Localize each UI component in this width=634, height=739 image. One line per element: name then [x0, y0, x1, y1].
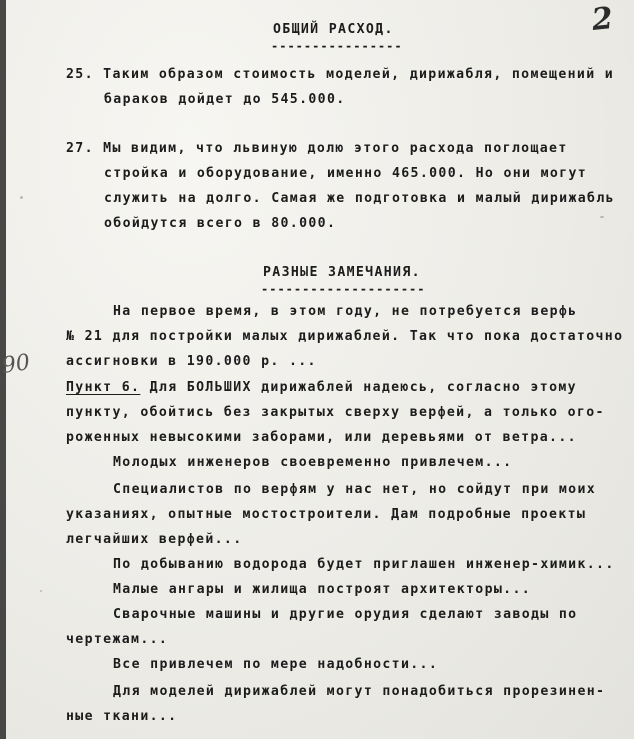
item-25-line-2: бараков дойдет до 545.000. [104, 92, 346, 107]
margin-note: 90 [0, 350, 32, 379]
para-2-line-3: роженных невысокими заборами, или деревьями от ветра... [66, 430, 577, 445]
item-27-line-2: стройка и оборудование, именно 465.000. Но они могут [104, 166, 588, 181]
section-title-remarks: РАЗНЫЕ ЗАМЕЧАНИЯ. [263, 265, 421, 280]
para-9-line-1: Для моделей дирижаблей могут понадобиться прорезинен- [113, 684, 606, 699]
para-1-line-3: ассигновки в 190.000 р. ... [66, 354, 317, 369]
para-7-line-1: Сварочные машины и другие орудия сделают заводы по [113, 607, 578, 622]
para-9-line-2: ные ткани... [66, 709, 178, 724]
page-number: 2 [590, 1, 615, 38]
para-4-line-2: указаниях, опытные мостостроители. Дам подробные проекты [66, 507, 587, 522]
para-4-line-1: Специалистов по верфям у нас нет, но сойдут при моих [113, 482, 597, 497]
section-title-underline: ---------------- [271, 39, 403, 53]
section-title-underline-2: -------------------- [261, 282, 426, 296]
item-27-line-4: обойдутся всего в 80.000. [104, 216, 337, 231]
section-title-general-expense: ОБЩИЙ РАСХОД. [273, 22, 394, 37]
item-27-line-1: 27. Мы видим, что львиную долю этого расхода поглощает [66, 141, 568, 156]
scan-speck [20, 196, 23, 199]
point-6-label: Пункт 6. [66, 380, 141, 395]
para-7-line-2: чертежам... [66, 632, 169, 647]
para-6: Малые ангары и жилища построят архитекторы... [113, 582, 532, 597]
para-8: Все привлечем по мере надобности... [113, 657, 439, 672]
para-2-line-1-text: Для БОЛЬШИХ дирижаблей надеюсь, согласно этому [140, 380, 577, 395]
para-1-line-1: На первое время, в этом году, не потребуется верфь [113, 304, 578, 319]
para-1-line-2: № 21 для постройки малых дирижаблей. Так что пока достаточно [66, 329, 624, 344]
scan-speck [40, 590, 42, 592]
item-27-line-3: служить на долго. Самая же подготовка и малый дирижабль [104, 191, 615, 206]
scan-speck [600, 216, 604, 218]
item-25-line-1: 25. Таким образом стоимость моделей, дирижабля, помещений и [66, 67, 615, 82]
para-4-line-3: легчайших верфей... [66, 532, 243, 547]
para-3: Молодых инженеров своевременно привлечем... [113, 455, 513, 470]
para-2-line-2: пункту, обойтись без закрытых сверху верфей, а только ого- [66, 405, 605, 420]
para-5: По добыванию водорода будет приглашен инженер-химик... [113, 557, 615, 572]
para-2-line-1 [66, 380, 577, 395]
